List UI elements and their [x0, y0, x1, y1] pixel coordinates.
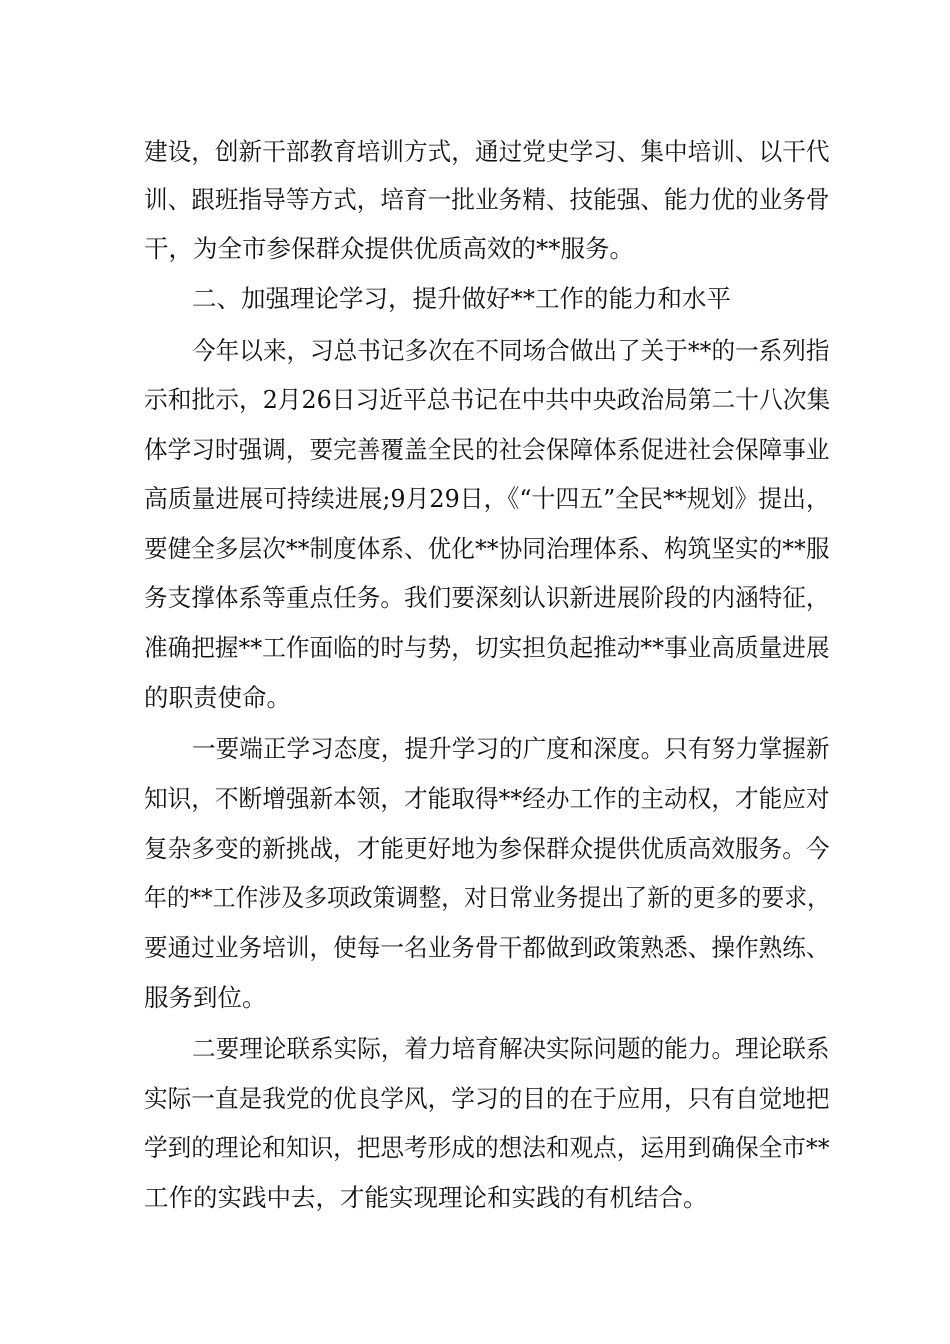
text-line: 实际一直是我党的优良学风，学习的目的在于应用，只有自觉地把 — [144, 1084, 830, 1113]
text-line: 建设，创新干部教育培训方式，通过党史学习、集中培训、以干代 — [144, 137, 830, 166]
text-line: 二要理论联系实际，着力培育解决实际问题的能力。理论联系 — [192, 1034, 830, 1063]
text-line: 训、跟班指导等方式，培育一批业务精、技能强、能力优的业务骨 — [144, 185, 830, 214]
text-line: 年的**工作涉及多项政策调整，对日常业务提出了新的更多的要求， — [144, 883, 830, 912]
text-line: 务支撑体系等重点任务。我们要深刻认识新进展阶段的内涵特征， — [144, 583, 830, 612]
text-line: 高质量进展可持续进展;9月29日，《“十四五”全民**规划》提出， — [144, 484, 830, 513]
text-line: 复杂多变的新挑战，才能更好地为参保群众提供优质高效服务。今 — [144, 834, 830, 863]
text-line: 准确把握**工作面临的时与势，切实担负起推动**事业高质量进展 — [144, 633, 830, 662]
text-line: 知识，不断增强新本领，才能取得**经办工作的主动权，才能应对 — [144, 784, 830, 813]
text-line: 今年以来，习总书记多次在不同场合做出了关于**的一系列指 — [192, 336, 830, 365]
text-line: 的职责使命。 — [144, 683, 291, 712]
text-line: 要健全多层次**制度体系、优化**协同治理体系、构筑坚实的**服 — [144, 534, 830, 563]
text-line: 服务到位。 — [144, 983, 267, 1012]
text-line: 示和批示，2月26日习近平总书记在中共中央政治局第二十八次集 — [144, 385, 831, 414]
text-line: 学到的理论和知识，把思考形成的想法和观点，运用到确保全市** — [144, 1133, 830, 1162]
text-line: 工作的实践中去，才能实现理论和实践的有机结合。 — [144, 1183, 708, 1212]
text-line: 一要端正学习态度，提升学习的广度和深度。只有努力掌握新 — [192, 734, 830, 763]
section-heading: 二、加强理论学习，提升做好**工作的能力和水平 — [192, 284, 731, 313]
text-line: 要通过业务培训，使每一名业务骨干都做到政策熟悉、操作熟练、 — [144, 933, 830, 962]
text-line: 体学习时强调，要完善覆盖全民的社会保障体系促进社会保障事业 — [144, 435, 830, 464]
text-line: 干，为全市参保群众提供优质高效的**服务。 — [144, 234, 634, 263]
